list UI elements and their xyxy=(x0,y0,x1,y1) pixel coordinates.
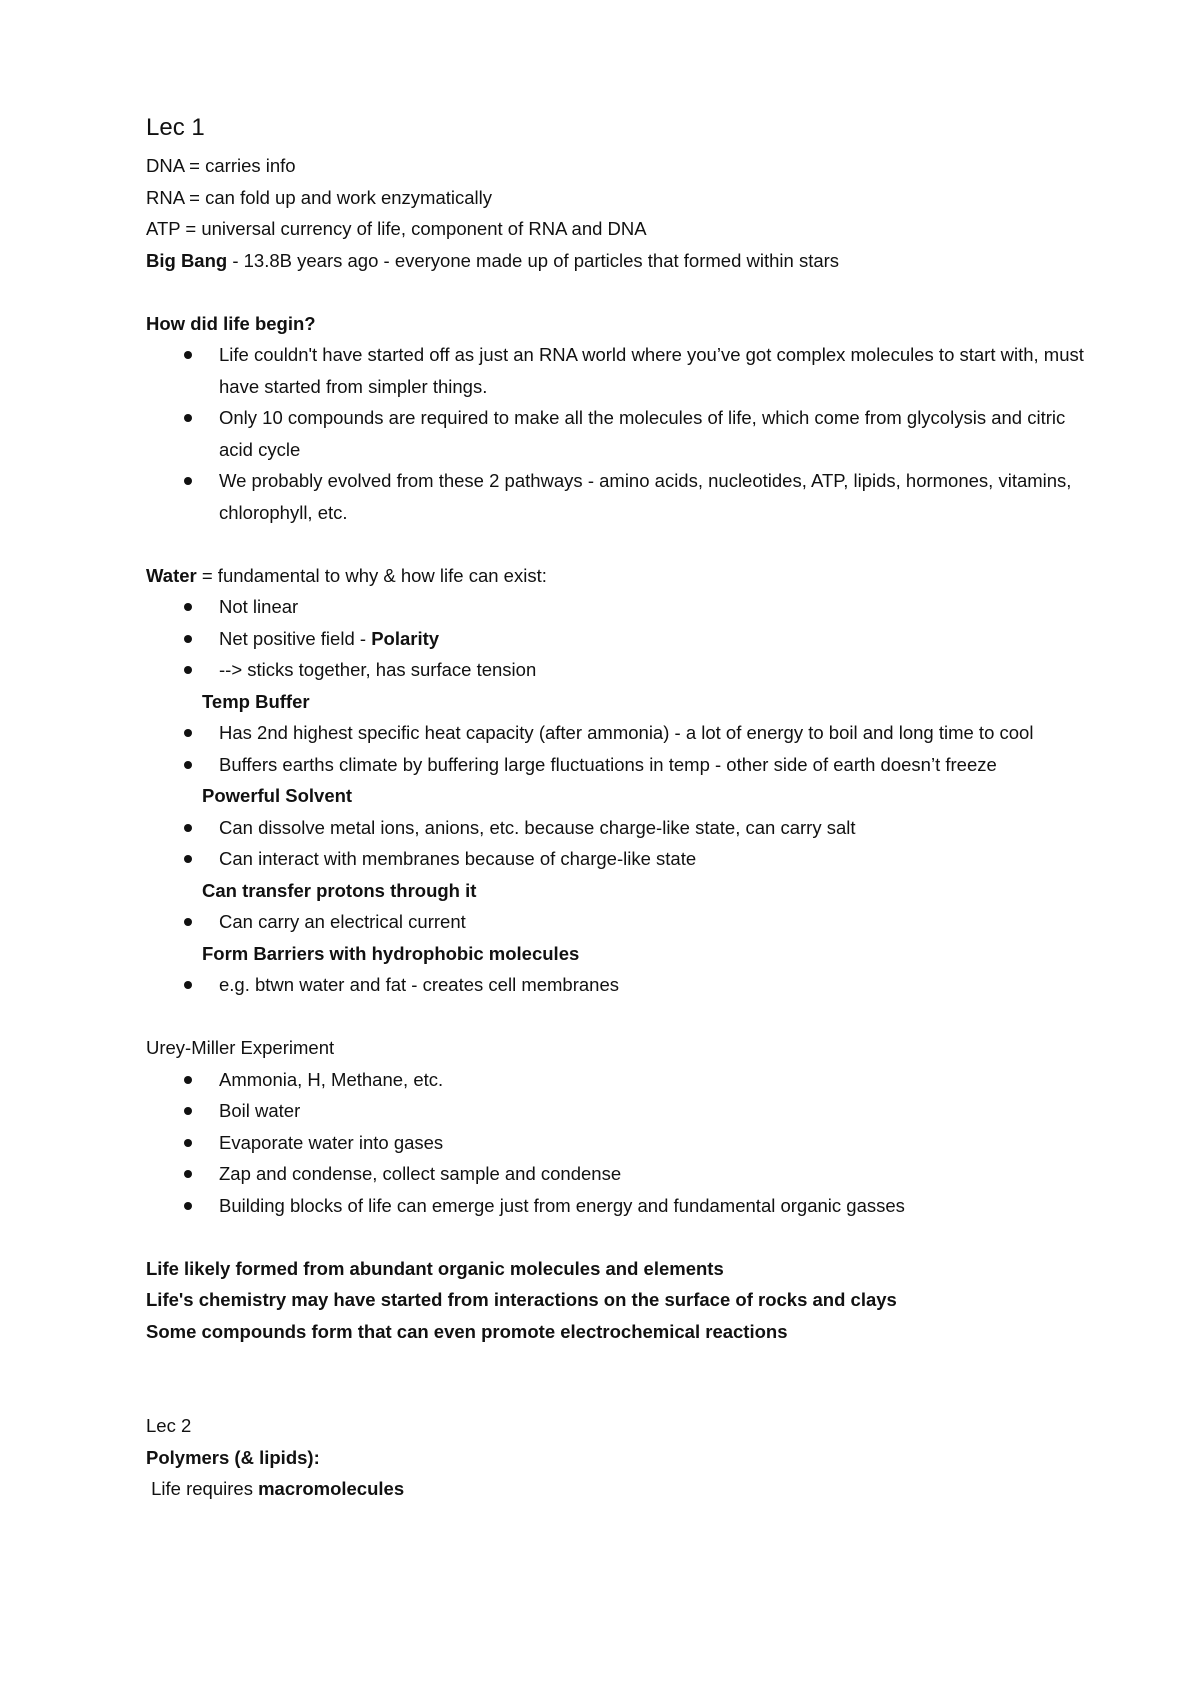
list-item: Not linear xyxy=(146,591,1086,623)
list-item: Ammonia, H, Methane, etc. xyxy=(146,1064,1086,1096)
def-atp: ATP = universal currency of life, component of RNA and DNA xyxy=(146,218,647,239)
list-item: Boil water xyxy=(146,1095,1086,1127)
list-item: We probably evolved from these 2 pathways - amino acids, nucleotides, ATP, lipids, hormones, vitamins, chlorophyll, etc. xyxy=(146,465,1086,528)
list-item: Evaporate water into gases xyxy=(146,1127,1086,1159)
bullet-icon xyxy=(184,477,192,485)
bullet-icon xyxy=(184,414,192,422)
life-begin-heading: How did life begin? xyxy=(146,312,316,334)
def-rna: RNA = can fold up and work enzymatically xyxy=(146,186,493,208)
list-item: Net positive field - Polarity xyxy=(146,623,1086,655)
list-item: e.g. btwn water and fat - creates cell membranes xyxy=(146,969,1086,1001)
list-item: Building blocks of life can emerge just from energy and fundamental organic gasses xyxy=(146,1190,1086,1222)
bullet-icon xyxy=(184,1076,192,1084)
bullet-icon xyxy=(184,1107,192,1115)
lec1-title: Lec 1 xyxy=(146,114,205,141)
protons-heading: Can transfer protons through it xyxy=(202,879,477,901)
list-item: Can dissolve metal ions, anions, etc. because charge-like state, can carry salt xyxy=(146,812,1086,844)
bullet-icon xyxy=(184,1202,192,1210)
bullet-icon xyxy=(184,635,192,643)
list-item: Life couldn't have started off as just an RNA world where you’ve got complex molecules to start with, must have started from simpler things. xyxy=(146,339,1086,402)
list-item: Has 2nd highest specific heat capacity (after ammonia) - a lot of energy to boil and long time to cool xyxy=(146,717,1086,749)
list-item: Buffers earths climate by buffering large fluctuations in temp - other side of earth doesn’t freeze xyxy=(146,749,1086,781)
list-item: Only 10 compounds are required to make all the molecules of life, which come from glycolysis and citric acid cycle xyxy=(146,402,1086,465)
temp-buffer-heading: Temp Buffer xyxy=(202,690,310,712)
bullet-icon xyxy=(184,761,192,769)
list-item: --> sticks together, has surface tension xyxy=(146,654,1086,686)
bullet-icon xyxy=(184,855,192,863)
bullet-icon xyxy=(184,824,192,832)
lec2-heading: Polymers (& lipids): xyxy=(146,1446,320,1468)
list-item: Can interact with membranes because of charge-like state xyxy=(146,843,1086,875)
lec2-line: Life requires macromolecules xyxy=(146,1478,405,1499)
temp-buffer-list xyxy=(146,717,1086,780)
def-big-bang: Big Bang - 13.8B years ago - everyone made up of particles that formed within stars xyxy=(146,249,840,271)
water-heading: Water = fundamental to why & how life can exist: xyxy=(146,564,547,586)
lec2-title: Lec 2 xyxy=(146,1415,192,1436)
bullet-icon xyxy=(184,1139,192,1147)
bullet-icon xyxy=(184,603,192,611)
document-content xyxy=(146,110,1086,1505)
list-item: Can carry an electrical current xyxy=(146,906,1086,938)
urey-list xyxy=(146,1064,1086,1222)
bullet-icon xyxy=(184,918,192,926)
bullet-icon xyxy=(184,1170,192,1178)
protons-list xyxy=(146,906,1086,938)
urey-heading: Urey-Miller Experiment xyxy=(146,1037,335,1058)
water-list xyxy=(146,591,1086,686)
barriers-heading: Form Barriers with hydrophobic molecules xyxy=(202,942,580,964)
bullet-icon xyxy=(184,351,192,359)
def-dna: DNA = carries info xyxy=(146,155,296,176)
conclusion-2: Life's chemistry may have started from interactions on the surface of rocks and clays xyxy=(146,1289,897,1310)
conclusion-3: Some compounds form that can even promote electrochemical reactions xyxy=(146,1320,788,1342)
list-item: Zap and condense, collect sample and condense xyxy=(146,1158,1086,1190)
barriers-list xyxy=(146,969,1086,1001)
solvent-heading: Powerful Solvent xyxy=(202,785,353,806)
bullet-icon xyxy=(184,729,192,737)
life-begin-list xyxy=(146,339,1086,528)
bullet-icon xyxy=(184,666,192,674)
solvent-list xyxy=(146,812,1086,875)
bullet-icon xyxy=(184,981,192,989)
conclusion-1: Life likely formed from abundant organic molecules and elements xyxy=(146,1257,724,1279)
